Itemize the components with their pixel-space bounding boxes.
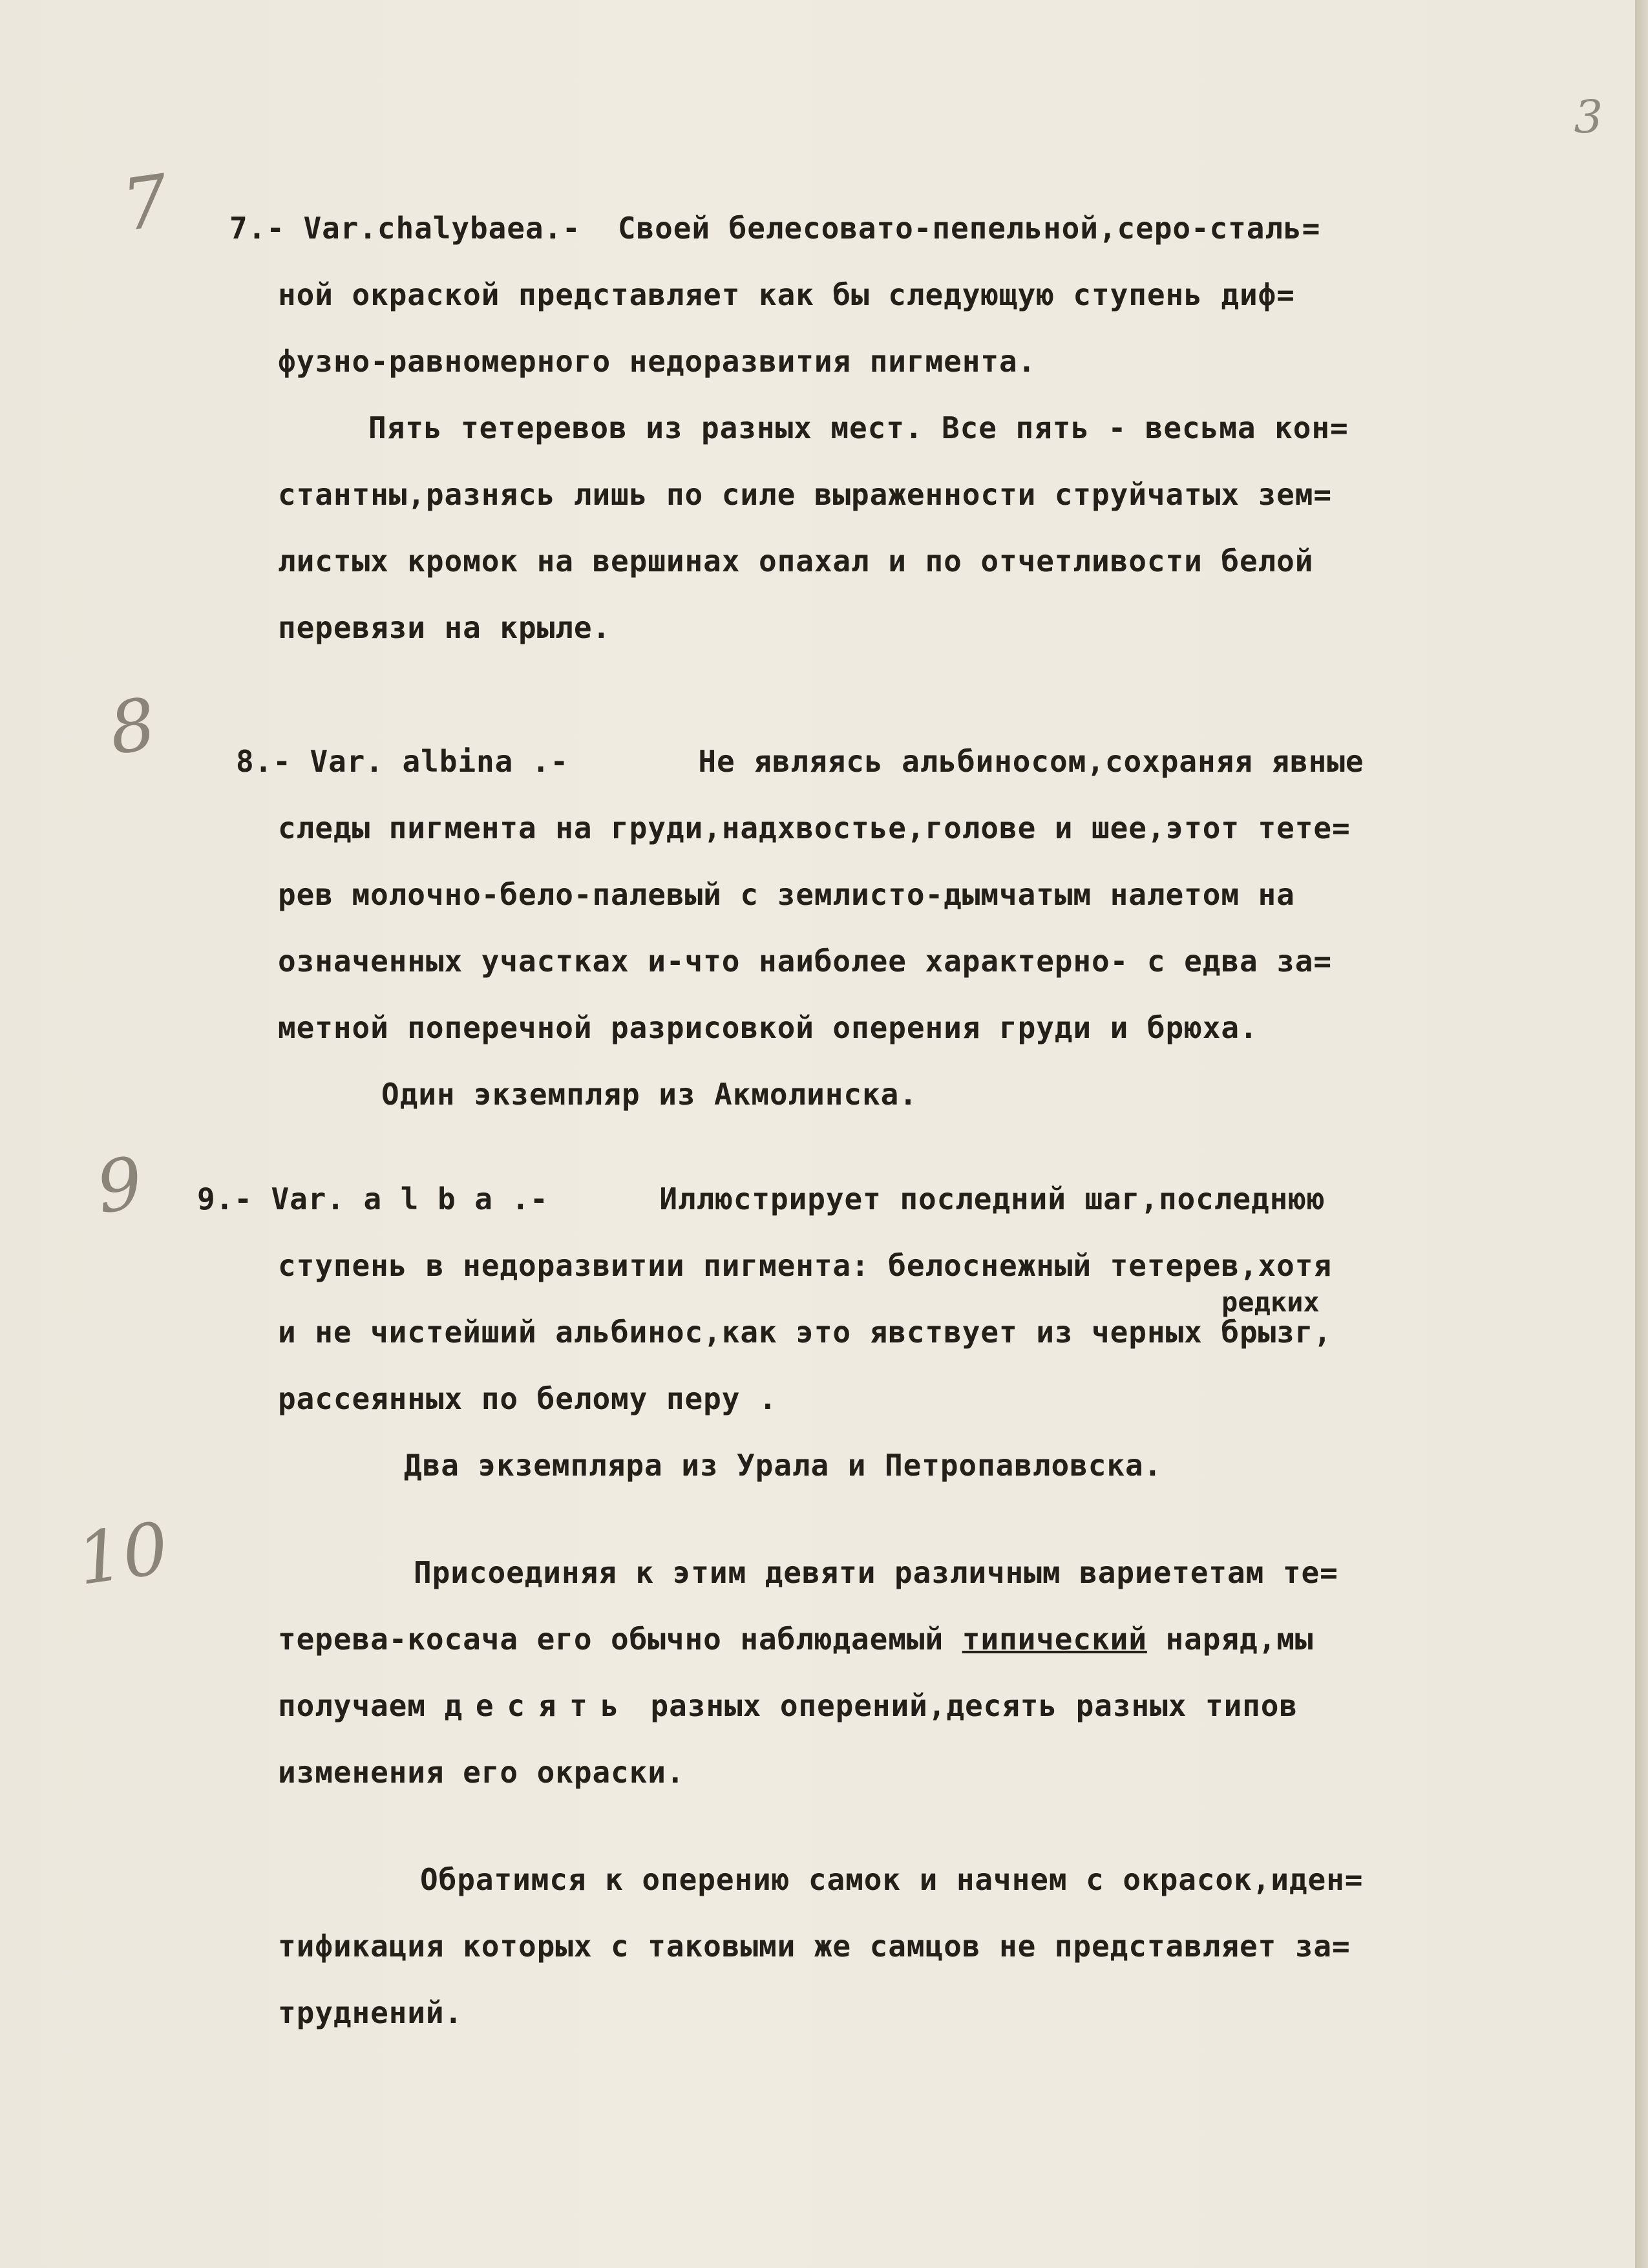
s10-line-1: Присоединяя к этим девяти различным вариететам те= xyxy=(414,1555,1338,1590)
s9-insertion: редких xyxy=(1221,1286,1320,1318)
s9-line-1: 9.- Var. a l b a .- Иллюстрирует последний шаг,последнюю xyxy=(197,1182,1326,1216)
s7-line-7: перевязи на крыле. xyxy=(278,610,611,645)
s9-line-2: ступень в недоразвитии пигмента: белоснежный тетерев,хотя xyxy=(278,1248,1333,1283)
s10-line-4: изменения его окраски. xyxy=(278,1755,685,1790)
s7-line-4: Пять тетеревов из разных мест. Все пять - весьма кон= xyxy=(368,410,1349,445)
s8-line-2: следы пигмента на груди,надхвостье,голове и шее,этот тете= xyxy=(278,811,1351,845)
s7-line-6: листых кромок на вершинах опахал и по отчетливости белой xyxy=(278,544,1314,578)
s7-line-5: стантны,разнясь лишь по силе выраженности струйчатых зем= xyxy=(278,477,1333,512)
s10-spaced-word: десять xyxy=(444,1688,632,1723)
s8-line-5: метной поперечной разрисовкой оперения груди и брюха. xyxy=(278,1010,1258,1045)
s10-line-2 xyxy=(278,1622,1314,1657)
s8-line-1: 8.- Var. albina .- Не являясь альбиносом,сохраняя явные xyxy=(236,744,1364,779)
s11-line-1: Обратимся к оперению самок и начнем с окрасок,иден= xyxy=(420,1862,1364,1897)
s8-line-6: Один экземпляр из Акмолинска. xyxy=(381,1077,918,1112)
page-number: 3 xyxy=(1574,90,1603,143)
s9-line-5: Два экземпляра из Урала и Петропавловска. xyxy=(404,1448,1163,1483)
s7-line-2: ной окраской представляет как бы следующую ступень диф= xyxy=(278,277,1295,312)
s9-line-3: и не чистейший альбинос,как это явствует из черных брызг, xyxy=(278,1315,1333,1350)
s7-line-3: фузно-равномерного недоразвития пигмента. xyxy=(278,344,1037,379)
s10-line-2-a: терева-косача его обычно наблюдаемый xyxy=(278,1622,962,1657)
s11-line-3: труднений. xyxy=(278,1995,463,2030)
s9-line-4: рассеянных по белому перу . xyxy=(278,1381,777,1416)
paper-edge xyxy=(1635,0,1648,2268)
margin-number-10: 10 xyxy=(72,1506,174,1602)
s8-line-4: означенных участках и-что наиболее характерно- с едва за= xyxy=(278,944,1333,979)
s10-line-3-a: получаем xyxy=(278,1688,445,1723)
s11-line-2: тификация которых с таковыми же самцов не представляет за= xyxy=(278,1929,1351,1964)
margin-number-8: 8 xyxy=(104,682,161,771)
s8-line-3: рев молочно-бело-палевый с землисто-дымчатым налетом на xyxy=(278,877,1295,912)
margin-number-7: 7 xyxy=(117,158,174,248)
s7-line-1: 7.- Var.chalybaea.- Своей белесовато-пепельной,серо-сталь= xyxy=(229,211,1321,246)
s10-underlined-word: типический xyxy=(962,1622,1147,1657)
s10-line-2-b: наряд,мы xyxy=(1146,1622,1314,1657)
s10-line-3 xyxy=(278,1688,1298,1723)
margin-number-9: 9 xyxy=(91,1141,148,1230)
s10-line-3-b: разных оперений,десять разных типов xyxy=(631,1688,1298,1723)
